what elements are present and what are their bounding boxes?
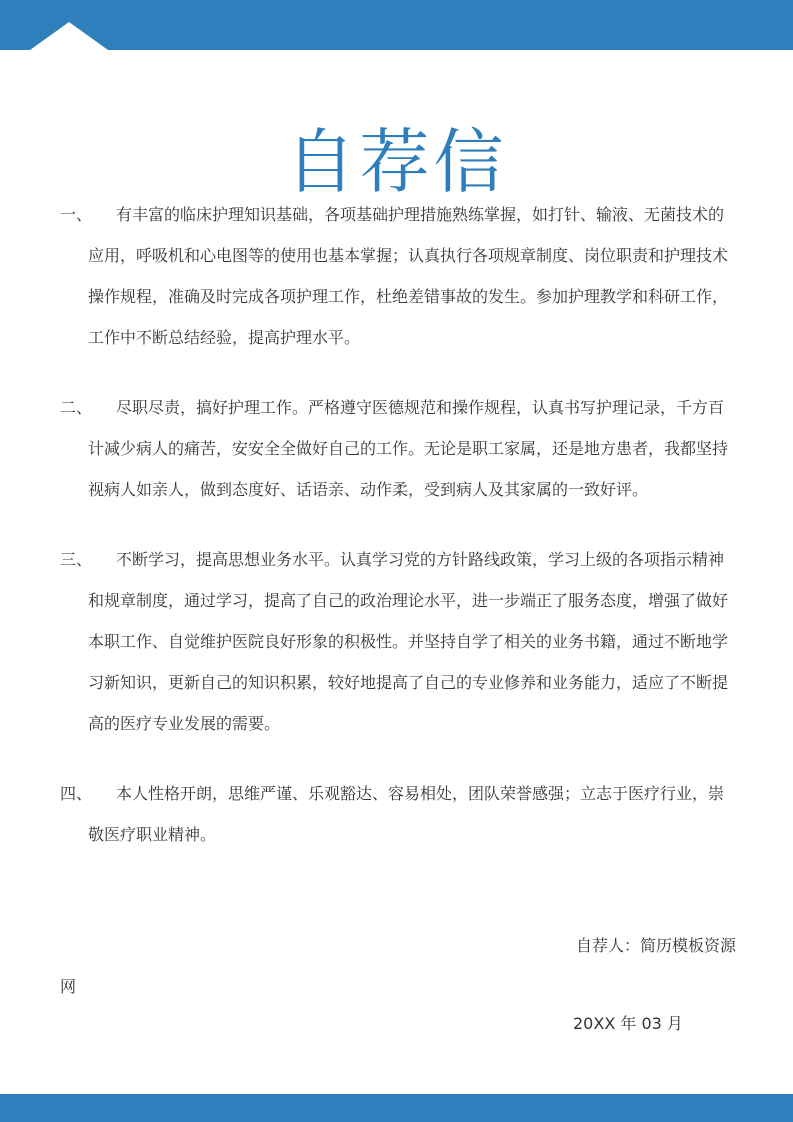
top-banner-notch — [0, 22, 160, 50]
item-number: 二、 — [60, 398, 93, 417]
list-item — [60, 773, 736, 855]
item-text: 有丰富的临床护理知识基础，各项基础护理措施熟练掌握，如打针、输液、无菌技术的应用，呼吸机和心电图等的使用也基本掌握；认真执行各项规章制度、岗位职责和护理技术操作规程，准确及时完成各项护理工作，杜绝差错事故的发生。参加护理教学和科研工作，工作中不断总结经验，提高护理水平。 — [88, 205, 729, 347]
signature-block — [60, 925, 736, 1007]
item-number: 三、 — [60, 550, 93, 569]
item-text: 尽职尽责，搞好护理工作。严格遵守医德规范和操作规程，认真书写护理记录，千方百计减少病人的痛苦，安安全全做好自己的工作。无论是职工家属，还是地方患者，我都坚持视病人如亲人，做到态度好、话语亲、动作柔，受到病人及其家属的一致好评。 — [88, 398, 729, 499]
list-item — [60, 194, 736, 358]
item-number: 四、 — [60, 784, 93, 803]
letter-body — [60, 194, 736, 884]
list-item — [60, 539, 736, 744]
item-number: 一、 — [60, 205, 93, 224]
item-text: 本人性格开朗，思维严谨、乐观豁达、容易相处，团队荣誉感强；立志于医疗行业，崇敬医疗职业精神。 — [88, 784, 725, 844]
item-text: 不断学习，提高思想业务水平。认真学习党的方针路线政策，学习上级的各项指示精神和规章制度，通过学习，提高了自己的政治理论水平，进一步端正了服务态度，增强了做好本职工作、自觉维护医院良好形象的积极性。并坚持自学了相关的业务书籍，通过不断地学习新知识，更新自己的知识积累，较好地提高了自己的专业修养和业务能力，适应了不断提高的医疗专业发展的需要。 — [88, 550, 729, 733]
letter-date: 20XX 年 03 月 — [573, 1014, 683, 1033]
list-item — [60, 387, 736, 510]
bottom-banner — [0, 1094, 793, 1122]
page-title: 自荐信 — [285, 120, 508, 203]
signature-tail: 网 — [60, 977, 77, 996]
signature-line: 自荐人：简历模板资源 — [575, 936, 736, 955]
